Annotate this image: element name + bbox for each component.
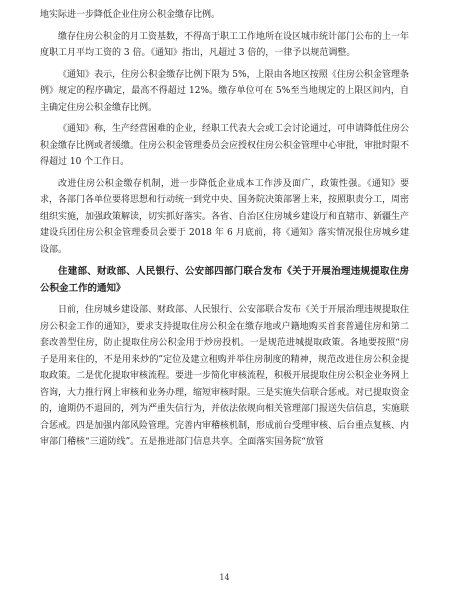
paragraph-1: 地实际进一步降低企业住房公积金缴存比例。 — [40, 10, 221, 20]
paragraph-5: 改进住房公积金缴存机制，进一步降低企业成本工作涉及面广，政策性强。《通知》要求，各部门各单位要将思想和行动统一到党中央、国务院决策部署上来，按照职责分工，周密组织实施，加强政策解读，切实抓好落实。各省、自治区住房城乡建设厅和直辖市、新疆生产建设兵团住房公积金管理委员会要于 2018 年 6 月底前，将《通知》落实情况报住房城乡建设部。 — [40, 178, 410, 255]
paragraph-2: 缴存住房公积金的月工资基数，不得高于职工工作地所在设区城市统计部门公布的上一年度职工月平均工资的 3 倍。《通知》指出，凡超过 3 倍的，一律予以规范调整。 — [40, 31, 410, 58]
section-heading: 住建部、财政部、人民银行、公安部四部门联合发布《关于开展治理违规提取住房公积金工作的通知》 — [40, 266, 409, 294]
paragraph-4: 《通知》称，生产经营困难的企业，经职工代表大会或工会讨论通过，可申请降低住房公积金缴存比例或者缓缴。住房公积金管理委员会应授权住房公积金管理中心审批，审批时限不得超过 10 个工作日。 — [40, 124, 410, 167]
paragraph-6: 日前，住房城乡建设部、财政部、人民银行、公安部联合发布《关于开展治理违规提取住房公积金工作的通知》，要求支持提取住房公积金在缴存地或户籍地购买首套普通住房和第二套改善型住房，防止提取住房公积金用于炒房投机。一是规范进城提取政策。各地要按照“房子是用来住的，不是用来炒的”定位及建立租购并举住房制度的精神，规范改进住房公积金提取政策。二是优化提取审核流程。要进一步简化审核流程，积极开展提取住房公积金业务网上咨询，大力推行网上审核和业务办理，缩短审核时限。三是实施失信联合惩戒。对已提取资金的，逾期仍不退回的，列为严重失信行为，并依法依规向相关管理部门报送失信信息，实施联合惩戒。四是加强内部风险管理。完善内审稽核机制，形成前台受理审核、后台重点复核、内审部门稽核“三道防线”。五是推进部门信息共享。全面落实国务院“放管 — [40, 305, 410, 447]
paragraph-3: 《通知》表示，住房公积金缴存比例下限为 5%，上限由各地区按照《住房公积金管理条例》规定的程序确定，最高不得超过 12%。缴存单位可在 5%至当地规定的上限区间内，自主确定住房公积金缴存比例。 — [40, 69, 409, 113]
page-number: 14 — [219, 573, 230, 582]
